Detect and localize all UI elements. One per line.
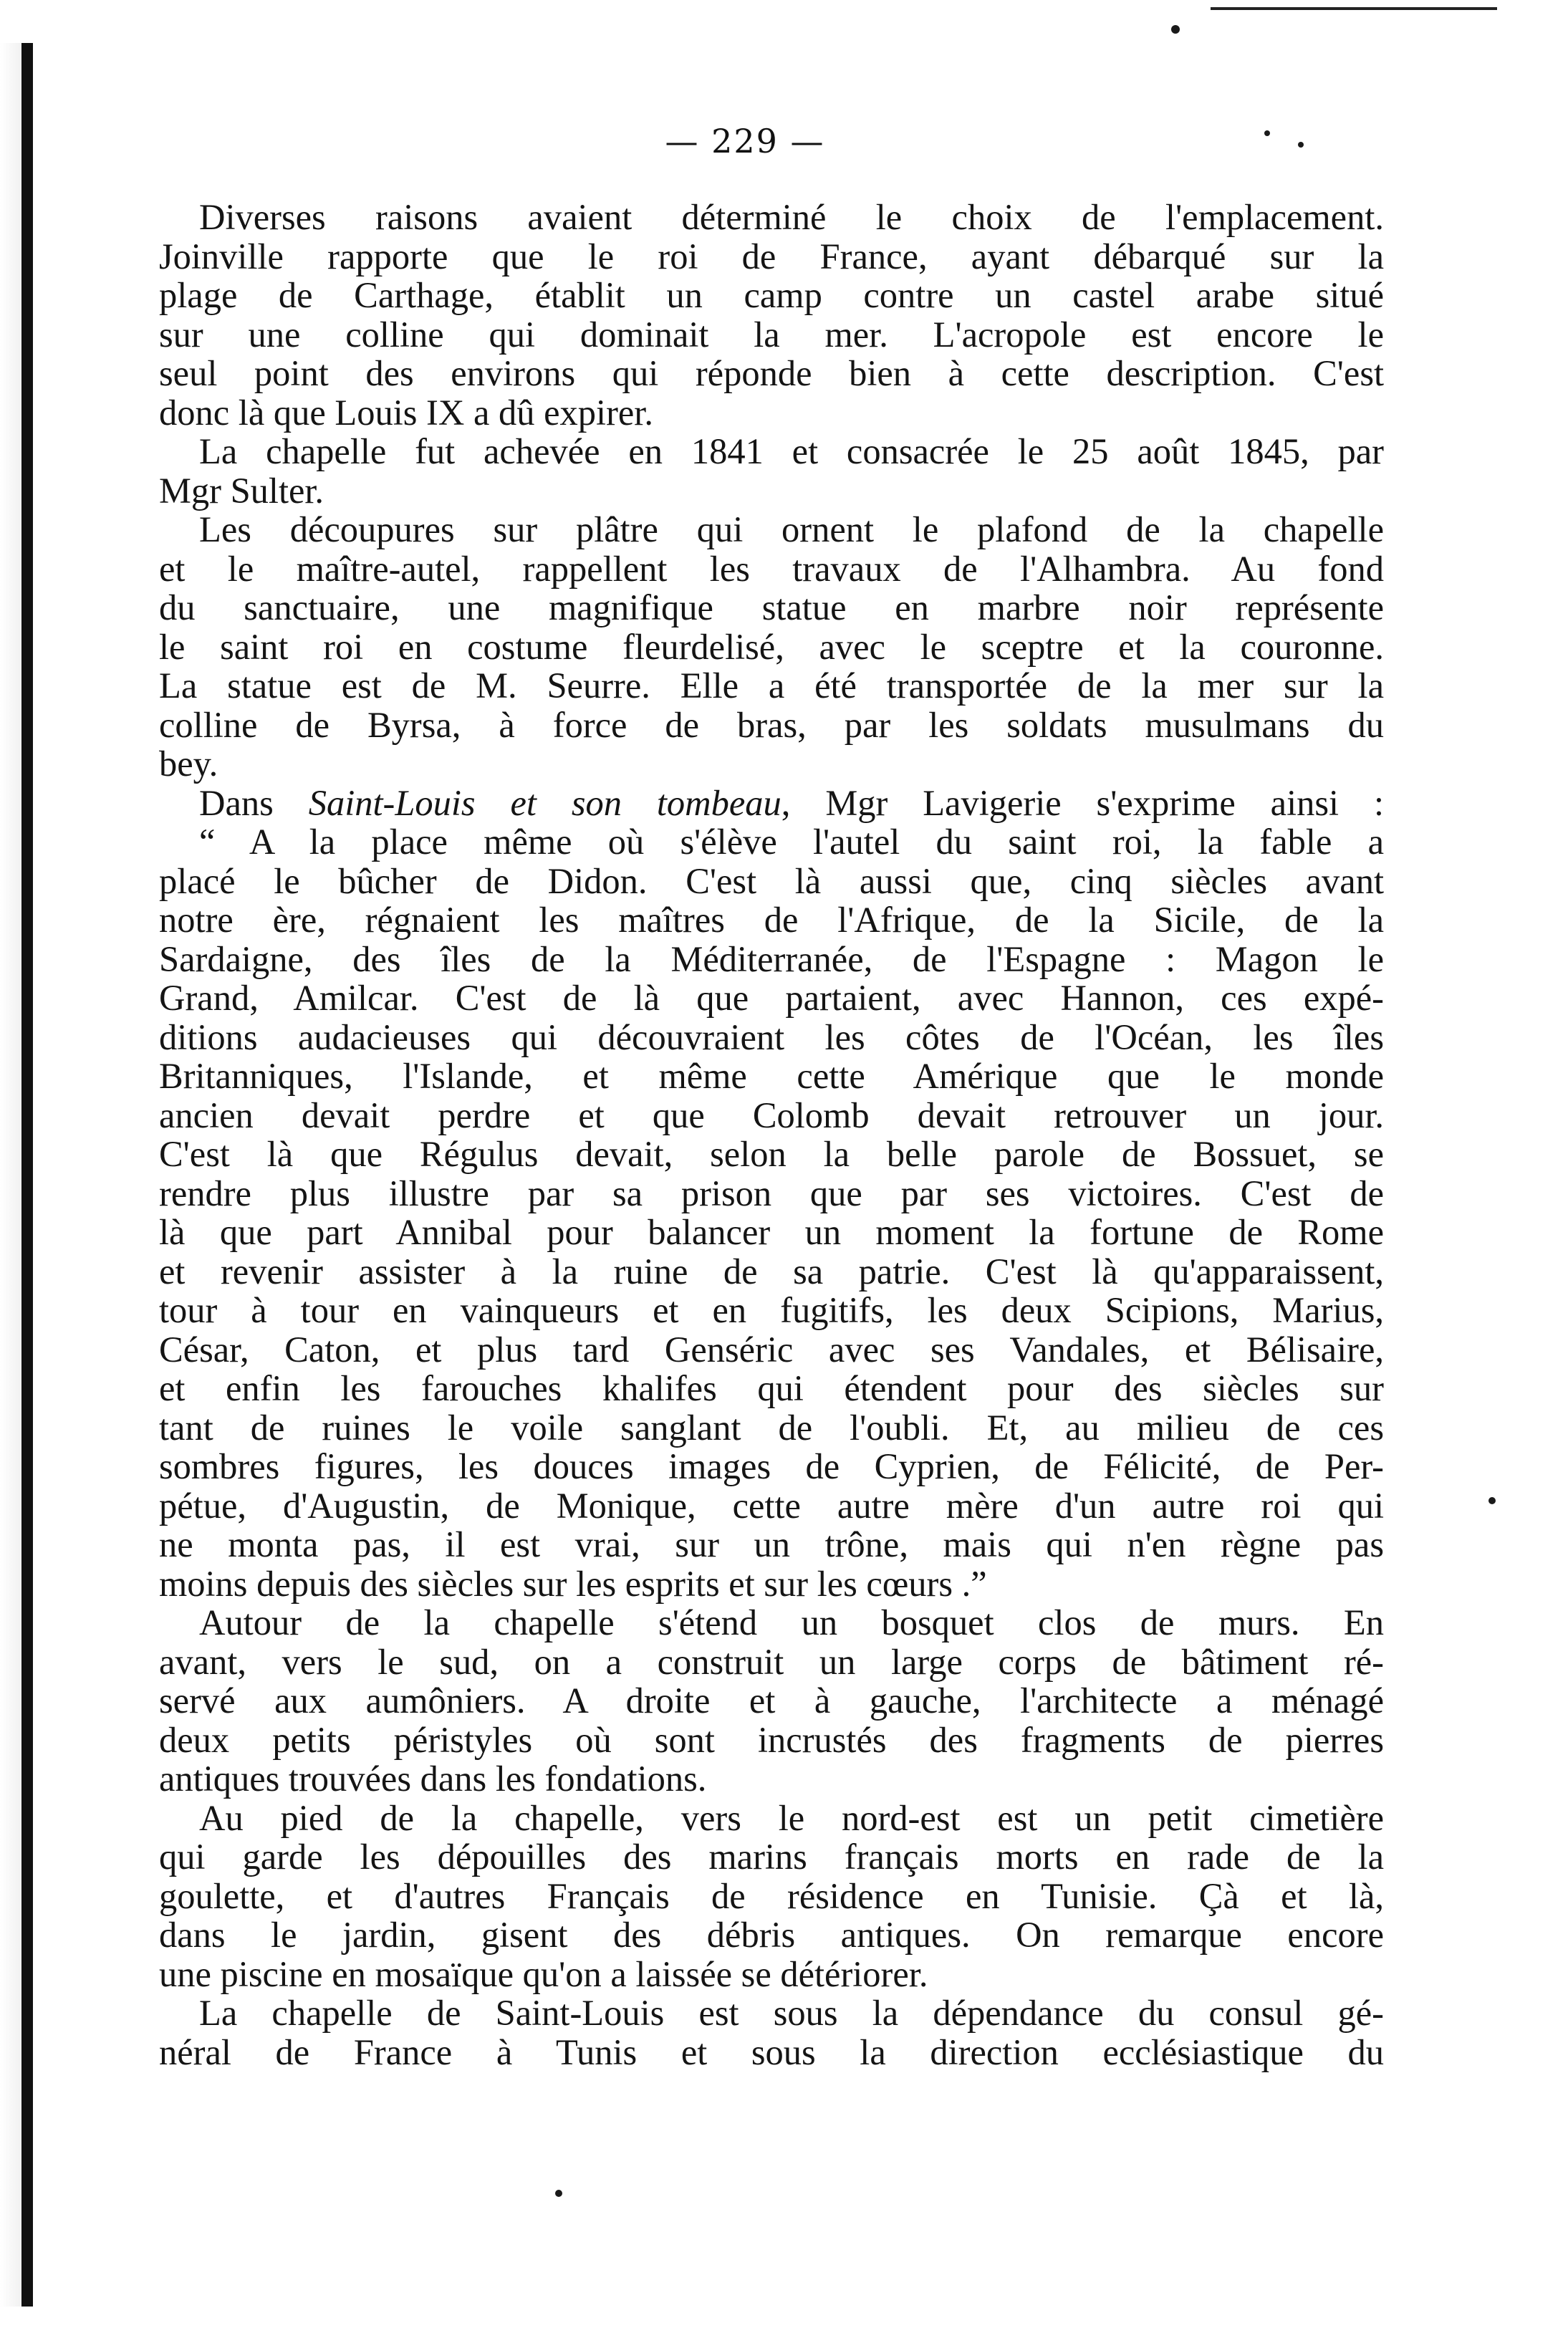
text-line: tour à tour en vainqueurs et en fugitifs, les deux Scipions, Marius, bbox=[159, 1290, 1384, 1330]
text-line: Autour de la chapelle s'étend un bosquet clos de murs. En bbox=[199, 1602, 1384, 1642]
text-line: donc là que Louis IX a dû expirer. bbox=[159, 392, 653, 433]
scan-binding-shadow bbox=[0, 43, 21, 2307]
scan-speck bbox=[555, 2190, 562, 2197]
scan-speck bbox=[1171, 25, 1180, 34]
text-line: là que part Annibal pour balancer un moment la fortune de Rome bbox=[159, 1212, 1384, 1252]
text-line: néral de France à Tunis et sous la direction ecclésiastique du bbox=[159, 2031, 1384, 2072]
text-line: dans le jardin, gisent des débris antiques. On remarque encore bbox=[159, 1915, 1384, 1955]
text-line: notre ère, régnaient les maîtres de l'Afrique, de la Sicile, de la bbox=[159, 900, 1384, 940]
text-line: deux petits péristyles où sont incrustés des fragments de pierres bbox=[159, 1719, 1384, 1760]
text-line: “ A la place même où s'élève l'autel du saint roi, la fable a bbox=[199, 822, 1384, 862]
text-line: César, Caton, et plus tard Genséric avec ses Vandales, et Bélisaire, bbox=[159, 1329, 1384, 1370]
text-line: rendre plus illustre par sa prison que par ses victoires. C'est de bbox=[159, 1173, 1384, 1213]
text-line: Au pied de la chapelle, vers le nord-est est un petit cimetière bbox=[199, 1797, 1384, 1838]
text-line: Britanniques, l'Islande, et même cette Amérique que le monde bbox=[159, 1056, 1384, 1096]
scan-speck bbox=[1298, 142, 1304, 148]
text-line: La chapelle de Saint-Louis est sous la dépendance du consul gé- bbox=[199, 1993, 1384, 2033]
text-line: colline de Byrsa, à force de bras, par les soldats musulmans du bbox=[159, 704, 1384, 745]
text-line: antiques trouvées dans les fondations. bbox=[159, 1759, 707, 1799]
book-title: Saint-Louis et son tombeau bbox=[308, 782, 781, 823]
text-line: Les découpures sur plâtre qui ornent le plafond de la chapelle bbox=[199, 509, 1384, 549]
text-line: qui garde les dépouilles des marins français morts en rade de la bbox=[159, 1837, 1384, 1877]
text-line: Sardaigne, des îles de la Méditerranée, de l'Espagne : Magon le bbox=[159, 938, 1384, 979]
text-line: Diverses raisons avaient déterminé le choix de l'emplacement. bbox=[199, 197, 1384, 237]
text-line: une piscine en mosaïque qu'on a laissée se détériorer. bbox=[159, 1953, 928, 1994]
text-line: du sanctuaire, une magnifique statue en marbre noir représente bbox=[159, 587, 1384, 627]
text-line: goulette, et d'autres Français de résidence en Tunisie. Çà et là, bbox=[159, 1875, 1384, 1916]
text-line: Mgr Sulter. bbox=[159, 470, 324, 511]
text-line: seul point des environs qui réponde bien à cette description. C'est bbox=[159, 353, 1384, 393]
text-line: La statue est de M. Seurre. Elle a été transportée de la mer sur la bbox=[159, 665, 1384, 706]
scan-binding-edge bbox=[21, 43, 33, 2307]
text-line: pétue, d'Augustin, de Monique, cette autre mère d'un autre roi qui bbox=[159, 1485, 1384, 1526]
text-segment: , Mgr Lavigerie s'exprime ainsi : bbox=[781, 782, 1384, 823]
text-line: placé le bûcher de Didon. C'est là aussi que, cinq siècles avant bbox=[159, 860, 1384, 901]
text-line: bey. bbox=[159, 744, 218, 784]
text-line: ne monta pas, il est vrai, sur un trône, mais qui n'en règne pas bbox=[159, 1524, 1384, 1564]
text-line: sombres figures, les douces images de Cyprien, de Félicité, de Per- bbox=[159, 1446, 1384, 1486]
scan-speck bbox=[1488, 1497, 1496, 1504]
body-text bbox=[159, 198, 1384, 2072]
text-line: C'est là que Régulus devait, selon la belle parole de Bossuet, se bbox=[159, 1134, 1384, 1174]
text-line: sur une colline qui dominait la mer. L'acropole est encore le bbox=[159, 314, 1384, 355]
page-number: — 229 — bbox=[665, 122, 825, 160]
text-line: servé aux aumôniers. A droite et à gauche, l'architecte a ménagé bbox=[159, 1680, 1384, 1721]
text-line: plage de Carthage, établit un camp contre un castel arabe situé bbox=[159, 275, 1384, 315]
text-line: La chapelle fut achevée en 1841 et consacrée le 25 août 1845, par bbox=[199, 431, 1384, 471]
text-line: ditions audacieuses qui découvraient les côtes de l'Océan, les îles bbox=[159, 1016, 1384, 1057]
scan-speck bbox=[1264, 130, 1270, 136]
text-line: Grand, Amilcar. C'est de là que partaient, avec Hannon, ces expé- bbox=[159, 978, 1384, 1018]
text-line: le saint roi en costume fleurdelisé, avec le sceptre et la couronne. bbox=[159, 626, 1384, 667]
text-line: et revenir assister à la ruine de sa patrie. C'est là qu'apparaissent, bbox=[159, 1251, 1384, 1292]
text-line bbox=[159, 784, 1384, 823]
text-line: tant de ruines le voile sanglant de l'oubli. Et, au milieu de ces bbox=[159, 1407, 1384, 1448]
text-line: moins depuis des siècles sur les esprits et sur les cœurs .” bbox=[159, 1563, 987, 1604]
text-segment: Dans bbox=[199, 782, 309, 823]
text-line: ancien devait perdre et que Colomb devait retrouver un jour. bbox=[159, 1095, 1384, 1135]
text-line: et enfin les farouches khalifes qui étendent pour des siècles sur bbox=[159, 1368, 1384, 1408]
text-line: Joinville rapporte que le roi de France, ayant débarqué sur la bbox=[159, 236, 1384, 276]
text-line: avant, vers le sud, on a construit un large corps de bâtiment ré- bbox=[159, 1641, 1384, 1682]
text-line: et le maître-autel, rappellent les travaux de l'Alhambra. Au fond bbox=[159, 548, 1384, 589]
scan-top-rule bbox=[1211, 7, 1497, 10]
